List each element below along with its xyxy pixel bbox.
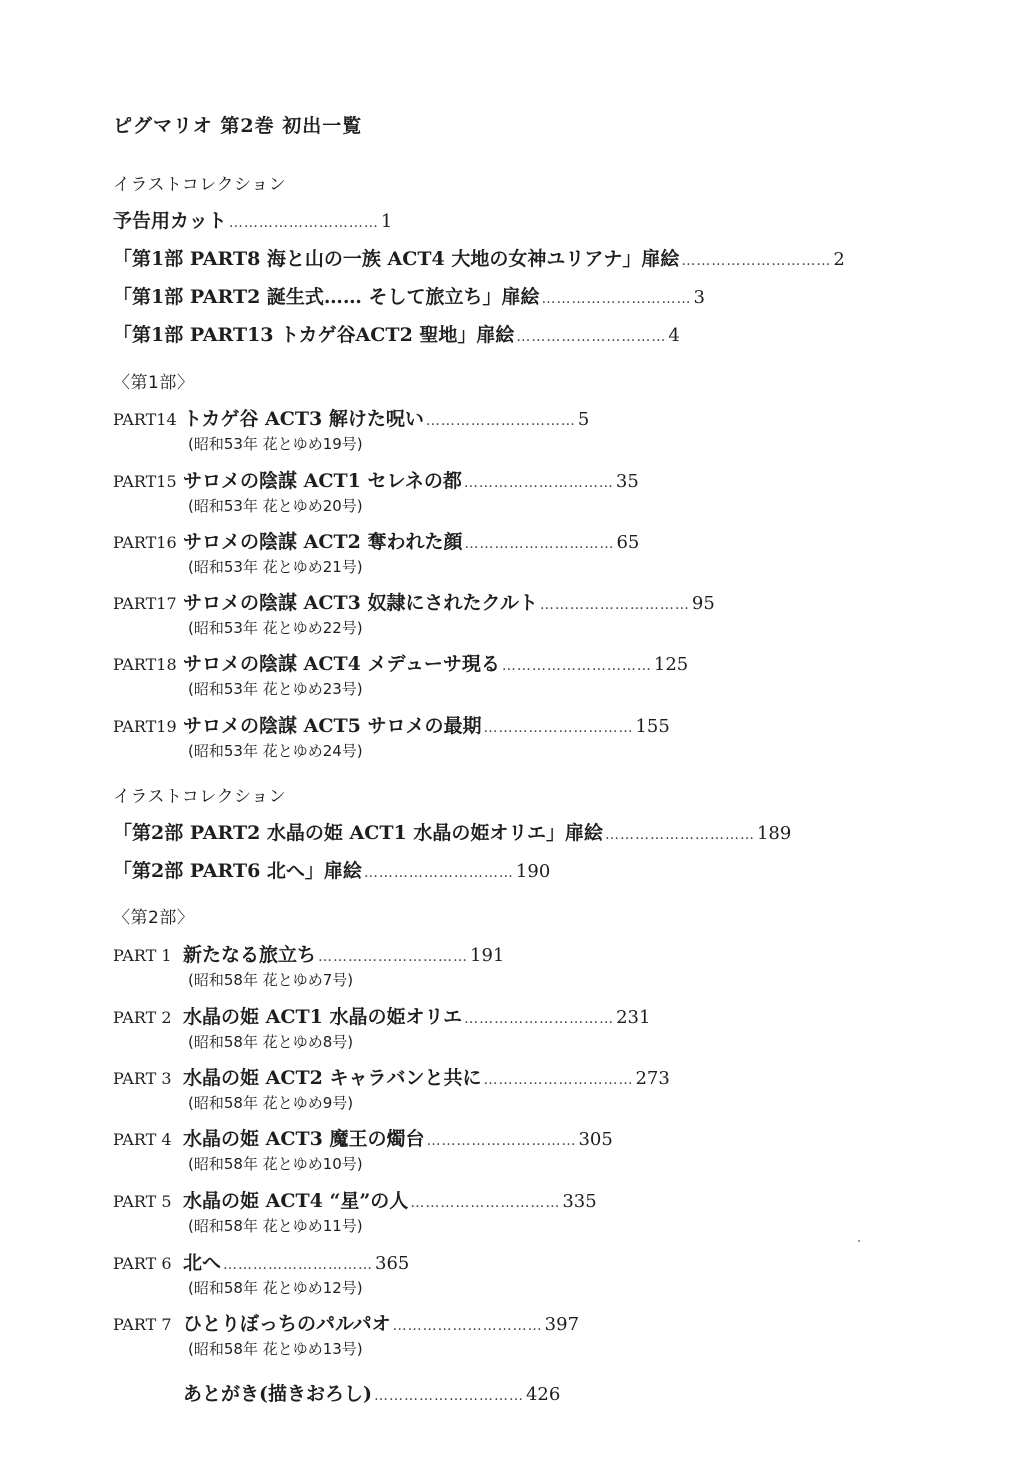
publication-note: (昭和58年 花とゆめ7号) xyxy=(188,971,354,989)
part-number: PART 2 xyxy=(113,1008,172,1027)
section-heading-illust-collection-2: イラストコレクション xyxy=(113,787,287,807)
publication-note: (昭和58年 花とゆめ8号) xyxy=(188,1033,354,1051)
entry-title: サロメの陰謀 ACT3 奴隷にされたクルト xyxy=(183,592,538,614)
publication-note: (昭和53年 花とゆめ22号) xyxy=(188,619,363,637)
dot-leader: ………………………… xyxy=(464,536,615,552)
list-item xyxy=(113,655,688,674)
dot-leader: ………………………… xyxy=(425,413,576,429)
part-number: PART18 xyxy=(113,655,177,674)
list-item xyxy=(113,946,504,965)
page-number: 3 xyxy=(693,287,705,308)
dot-leader: ………………………… xyxy=(541,291,692,307)
list-item xyxy=(113,1069,670,1088)
entry-title: ひとりぼっちのパルパオ xyxy=(183,1313,391,1335)
list-item xyxy=(113,250,845,269)
entry-title: 予告用カット xyxy=(113,210,227,232)
entry-title: 「第1部 PART13 トカゲ谷ACT2 聖地」扉絵 xyxy=(113,324,515,346)
list-item xyxy=(113,824,791,843)
entry-title: サロメの陰謀 ACT1 セレネの都 xyxy=(183,470,462,492)
list-item-afterword xyxy=(183,1385,560,1404)
page-number: 65 xyxy=(616,532,640,553)
page-number: 335 xyxy=(562,1191,597,1212)
page-number: 426 xyxy=(525,1384,561,1405)
publication-note: (昭和58年 花とゆめ12号) xyxy=(188,1279,363,1297)
entry-title: 水晶の姫 ACT4 “星”の人 xyxy=(183,1190,409,1212)
publication-note: (昭和58年 花とゆめ11号) xyxy=(188,1217,363,1235)
part-number: PART16 xyxy=(113,533,177,552)
page-number: 190 xyxy=(515,861,551,882)
dot-leader: ………………………… xyxy=(373,1388,524,1404)
entry-title: トカゲ谷 ACT3 解けた呪い xyxy=(183,408,424,430)
page-number: 2 xyxy=(833,249,845,270)
list-item xyxy=(113,1130,613,1149)
page-number: 95 xyxy=(691,593,715,614)
page-number: 155 xyxy=(635,716,670,737)
part-number: PART 7 xyxy=(113,1315,172,1334)
page-number: 365 xyxy=(375,1253,410,1274)
dot-leader: ………………………… xyxy=(516,329,667,345)
entry-title: 水晶の姫 ACT1 水晶の姫オリエ xyxy=(183,1006,463,1028)
publication-note: (昭和53年 花とゆめ24号) xyxy=(188,742,363,760)
list-item xyxy=(113,1254,409,1273)
publication-note: (昭和58年 花とゆめ13号) xyxy=(188,1340,363,1358)
dot-leader: ………………………… xyxy=(539,597,690,613)
dot-leader: ………………………… xyxy=(501,658,652,674)
list-item xyxy=(113,862,550,881)
dot-leader: ………………………… xyxy=(463,475,614,491)
page-number: 273 xyxy=(635,1068,670,1089)
page-number: 4 xyxy=(668,325,680,346)
page-number: 1 xyxy=(380,211,393,232)
list-item xyxy=(113,1315,579,1334)
publication-note: (昭和53年 花とゆめ19号) xyxy=(188,435,363,453)
section-heading-illust-collection-1: イラストコレクション xyxy=(113,175,287,195)
dot-leader: ………………………… xyxy=(464,1011,615,1027)
page-number: 305 xyxy=(578,1129,613,1150)
page-number: 231 xyxy=(616,1007,651,1028)
dot-leader: ………………………… xyxy=(426,1133,577,1149)
list-item xyxy=(113,1008,650,1027)
publication-note: (昭和53年 花とゆめ23号) xyxy=(188,680,363,698)
list-item xyxy=(113,472,639,491)
entry-title: 北へ xyxy=(183,1252,222,1274)
publication-note: (昭和58年 花とゆめ9号) xyxy=(188,1094,354,1112)
list-item xyxy=(113,1192,597,1211)
dot-leader: ………………………… xyxy=(228,215,379,231)
list-item xyxy=(113,533,639,552)
page-number: 397 xyxy=(544,1314,580,1335)
section-heading-part-1: 〈第1部〉 xyxy=(113,373,195,393)
part-number: PART15 xyxy=(113,472,177,491)
dot-leader: ………………………… xyxy=(223,1257,374,1273)
part-number: PART 3 xyxy=(113,1069,172,1088)
publication-note: (昭和53年 花とゆめ21号) xyxy=(188,558,363,576)
list-item xyxy=(113,288,705,307)
publication-note: (昭和58年 花とゆめ10号) xyxy=(188,1155,363,1173)
dot-leader: ………………………… xyxy=(392,1318,543,1334)
part-number: PART17 xyxy=(113,594,177,613)
page-title: ピグマリオ 第2巻 初出一覧 xyxy=(113,115,363,137)
entry-title: 水晶の姫 ACT3 魔王の燭台 xyxy=(183,1128,425,1150)
dot-leader: ………………………… xyxy=(604,827,755,843)
list-item xyxy=(113,212,392,231)
list-item xyxy=(113,410,589,429)
part-number: PART 1 xyxy=(113,946,172,965)
entry-title: サロメの陰謀 ACT2 奪われた顔 xyxy=(183,531,463,553)
page-number: 191 xyxy=(470,945,505,966)
page-number: 35 xyxy=(615,471,639,492)
entry-title: 「第2部 PART2 水晶の姫 ACT1 水晶の姫オリエ」扉絵 xyxy=(113,822,603,844)
entry-title: 水晶の姫 ACT2 キャラバンと共に xyxy=(183,1067,482,1089)
part-number: PART14 xyxy=(113,410,177,429)
list-item xyxy=(113,326,680,345)
entry-title: 「第1部 PART8 海と山の一族 ACT4 大地の女神ユリアナ」扉絵 xyxy=(113,248,680,270)
entry-title: サロメの陰謀 ACT4 メデューサ現る xyxy=(183,653,500,675)
dot-leader: ………………………… xyxy=(483,1072,634,1088)
section-heading-part-2: 〈第2部〉 xyxy=(113,908,195,928)
dot-leader: ………………………… xyxy=(410,1195,561,1211)
part-number: PART 6 xyxy=(113,1254,172,1273)
part-number: PART19 xyxy=(113,717,177,736)
dot-leader: ………………………… xyxy=(318,949,469,965)
scan-speck xyxy=(858,1240,860,1242)
entry-title: 新たなる旅立ち xyxy=(183,944,317,966)
list-item xyxy=(113,717,670,736)
entry-title: 「第2部 PART6 北へ」扉絵 xyxy=(113,860,362,882)
list-item xyxy=(113,594,715,613)
page-number: 5 xyxy=(577,409,590,430)
dot-leader: ………………………… xyxy=(681,253,832,269)
dot-leader: ………………………… xyxy=(483,720,634,736)
entry-title: サロメの陰謀 ACT5 サロメの最期 xyxy=(183,715,482,737)
publication-note: (昭和53年 花とゆめ20号) xyxy=(188,497,363,515)
dot-leader: ………………………… xyxy=(363,865,514,881)
part-number: PART 5 xyxy=(113,1192,172,1211)
part-number: PART 4 xyxy=(113,1130,172,1149)
entry-title: あとがき(描きおろし) xyxy=(183,1383,372,1405)
page-number: 189 xyxy=(756,823,792,844)
page-number: 125 xyxy=(653,654,689,675)
entry-title: 「第1部 PART2 誕生式…… そして旅立ち」扉絵 xyxy=(113,286,540,308)
